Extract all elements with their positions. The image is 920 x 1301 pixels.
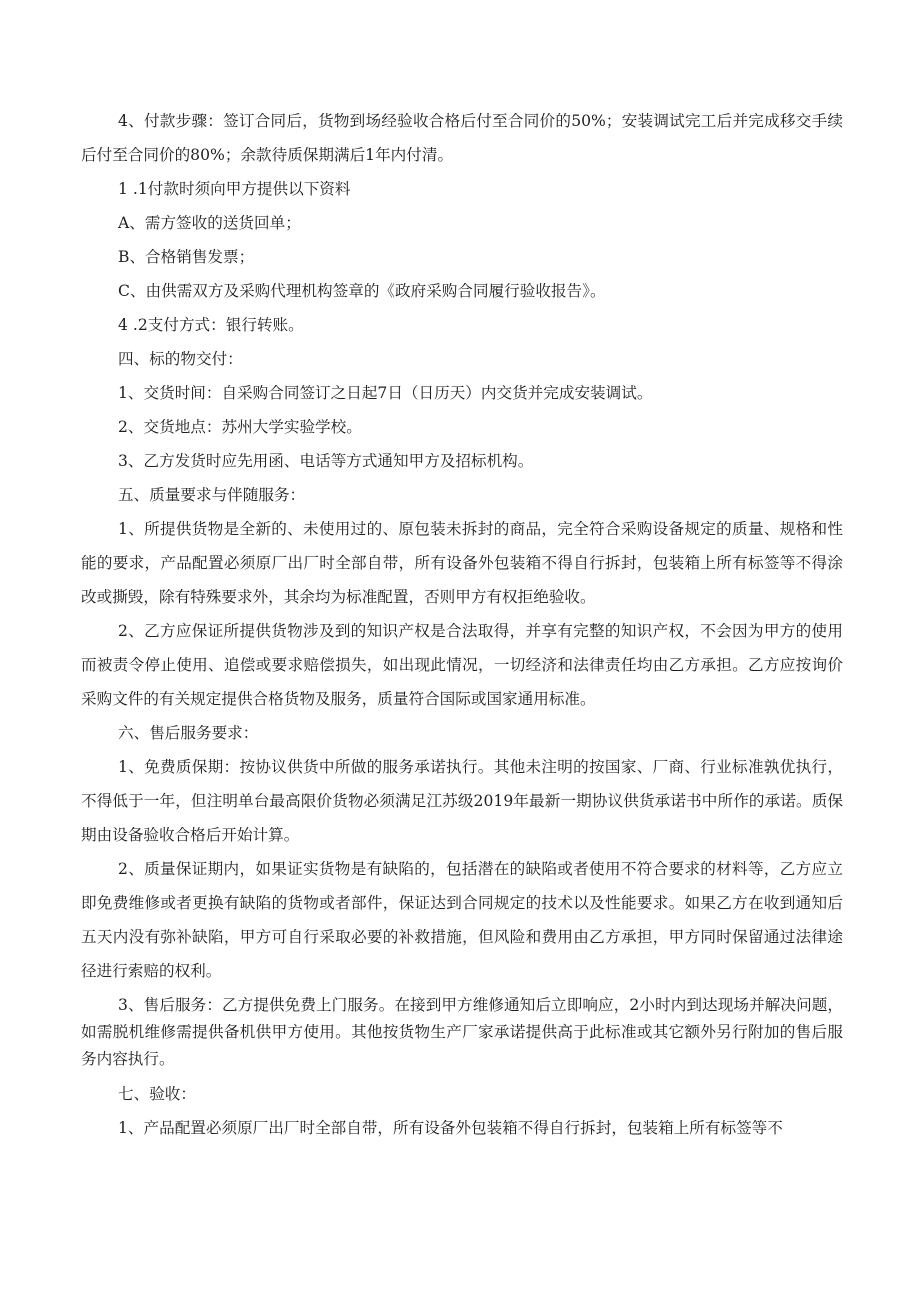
paragraph-payment-documents: 1 .1付款时须向甲方提供以下资料 — [118, 180, 351, 198]
section-heading-after-sales: 六、售后服务要求： — [118, 724, 259, 742]
paragraph-delivery-location: 2、交货地点：苏州大学实验学校。 — [118, 418, 362, 436]
paragraph-shipping-notice: 3、乙方发货时应先用函、电话等方式通知甲方及招标机构。 — [118, 452, 534, 470]
document-body — [81, 104, 843, 1145]
paragraph-payment-steps: 4、付款步骤：签订合同后，货物到场经验收合格后付至合同价的50%；安装调试完工后并完成移交手续后付至合同价的80%；余款待质保期满后1年内付清。 — [81, 112, 843, 164]
paragraph-warranty-period: 1、免费质保期：按协议供货中所做的服务承诺执行。其他未注明的按国家、厂商、行业标准孰优执行，不得低于一年，但注明单台最高限价货物必须满足江苏级2019年最新一期协议供货承诺书中所作的承诺。质保期由设备验收合格后开始计算。 — [81, 758, 843, 844]
paragraph-item-c: C、由供需双方及采购代理机构签章的《政府采购合同履行验收报告》。 — [118, 282, 606, 300]
paragraph-item-a: A、需方签收的送货回单； — [118, 214, 301, 232]
paragraph-item-b: B、合格销售发票； — [118, 248, 255, 266]
paragraph-payment-method: 4 .2支付方式：银行转账。 — [118, 316, 304, 334]
paragraph-quality-2: 2、乙方应保证所提供货物涉及到的知识产权是合法取得，并享有完整的知识产权，不会因为甲方的使用而被责令停止使用、追偿或要求赔偿损失，如出现此情况，一切经济和法律责任均由乙方承担。乙方应按询价采购文件的有关规定提供合格货物及服务，质量符合国际或国家通用标准。 — [81, 622, 843, 708]
section-heading-quality: 五、质量要求与伴随服务： — [118, 486, 306, 504]
section-heading-acceptance: 七、验收： — [118, 1085, 196, 1103]
paragraph-acceptance-1: 1、产品配置必须原厂出厂时全部自带，所有设备外包装箱不得自行拆封，包装箱上所有标签等不 — [118, 1119, 783, 1137]
paragraph-quality-1: 1、所提供货物是全新的、未使用过的、原包装未拆封的商品，完全符合采购设备规定的质量、规格和性能的要求，产品配置必须原厂出厂时全部自带，所有设备外包装箱不得自行拆封，包装箱上所有标签等不得涂改或撕毁，除有特殊要求外，其余均为标准配置，否则甲方有权拒绝验收。 — [81, 520, 843, 606]
paragraph-warranty-defects: 2、质量保证期内，如果证实货物是有缺陷的，包括潜在的缺陷或者使用不符合要求的材料等，乙方应立即免费维修或者更换有缺陷的货物或者部件，保证达到合同规定的技术以及性能要求。如果乙方在收到通知后五天内没有弥补缺陷，甲方可自行采取必要的补救措施，但风险和费用由乙方承担，甲方同时保留通过法律途径进行索赔的权利。 — [81, 860, 843, 980]
paragraph-delivery-time: 1、交货时间：自采购合同签订之日起7日（日历天）内交货并完成安装调试。 — [118, 384, 653, 402]
paragraph-after-sales-service: 3、售后服务：乙方提供免费上门服务。在接到甲方维修通知后立即响应，2小时内到达现场并解决问题，如需脱机维修需提供备机供甲方使用。其他按货物生产厂家承诺提供高于此标准或其它额外另行附加的售后服务内容执行。 — [81, 996, 843, 1068]
section-heading-delivery: 四、标的物交付： — [118, 350, 243, 368]
